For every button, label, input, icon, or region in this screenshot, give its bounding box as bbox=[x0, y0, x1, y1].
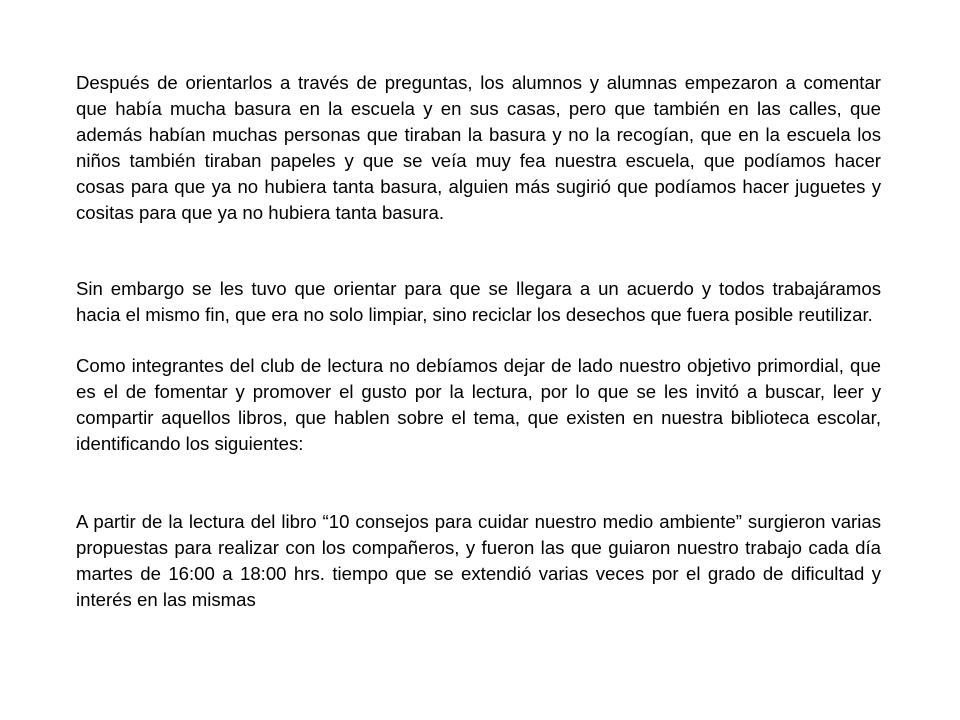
paragraph-text: A partir de la lectura del libro “10 consejos para cuidar nuestro medio ambiente” surgieron varias propuestas para realizar con los compañeros, y fueron las que guiaron nuestro trabajo cada día martes de 16:00 a 18:00 hrs. tiempo que se extendió varias veces por el grado de dificultad y interés en las mismas bbox=[76, 511, 881, 610]
paragraph-reading-club bbox=[76, 353, 881, 457]
paragraph-text: Sin embargo se les tuvo que orientar para que se llegara a un acuerdo y todos trabajáramos hacia el mismo fin, que era no solo limpiar, sino reciclar los desechos que fuera posible reutilizar. bbox=[76, 278, 881, 325]
paragraph-agreement bbox=[76, 276, 881, 328]
paragraph-book-proposals bbox=[76, 509, 881, 613]
paragraph-text: Como integrantes del club de lectura no debíamos dejar de lado nuestro objetivo primordial, que es el de fomentar y promover el gusto por la lectura, por lo que se les invitó a buscar, leer y compartir aquellos libros, que hablen sobre el tema, que existen en nuestra biblioteca escolar, identificando los siguientes: bbox=[76, 355, 881, 454]
paragraph-orientation bbox=[76, 70, 881, 225]
paragraph-text: Después de orientarlos a través de preguntas, los alumnos y alumnas empezaron a comentar que había mucha basura en la escuela y en sus casas, pero que también en las calles, que además habían muchas personas que tiraban la basura y no la recogían, que en la escuela los niños también tiraban papeles y que se veía muy fea nuestra escuela, que podíamos hacer cosas para que ya no hubiera tanta basura, alguien más sugirió que podíamos hacer juguetes y cositas para que ya no hubiera tanta basura. bbox=[76, 72, 881, 223]
